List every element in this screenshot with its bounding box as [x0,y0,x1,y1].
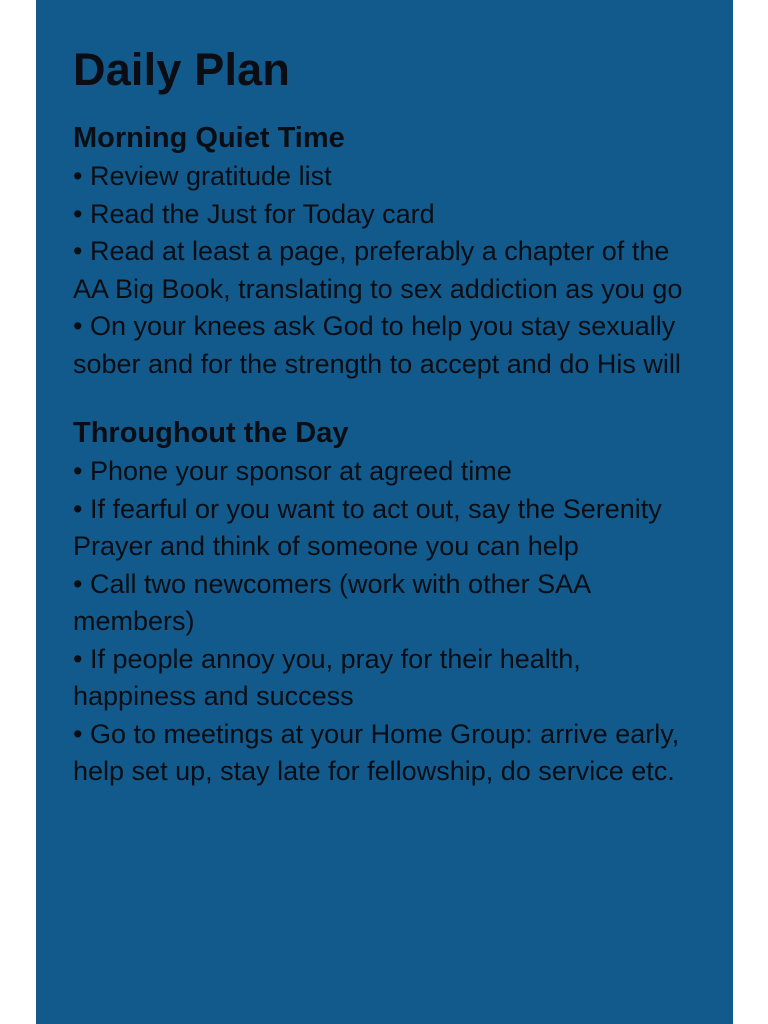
list-item-text: On your knees ask God to help you stay sexually sober and for the strength to accept and do His will [73,311,681,379]
section-morning-quiet-time [73,120,703,383]
list-item [73,641,703,716]
list-item [73,716,703,791]
bullet-icon: • [73,718,83,749]
list-item [73,491,703,566]
list-item-text: Call two newcomers (work with other SAA members) [73,568,590,636]
list-item-text: Read the Just for Today card [89,198,435,229]
bullet-icon: • [73,493,83,524]
daily-plan-card [36,0,733,1024]
list-item-text: Go to meetings at your Home Group: arrive early, help set up, stay late for fellowship, do service etc. [73,718,680,786]
section-throughout-the-day [73,415,703,791]
bullet-icon: • [73,236,83,266]
list-item-text: Read at least a page, preferably a chapter of the AA Big Book, translating to sex addiction as you go [73,236,683,304]
list-item [73,196,703,234]
bullet-icon: • [73,198,83,229]
bullet-icon: • [73,643,83,674]
list-item [73,566,703,641]
list-item-text: Phone your sponsor at agreed time [89,456,512,486]
section-heading: Morning Quiet Time [73,122,345,154]
list-item-text: If people annoy you, pray for their health, happiness and success [73,643,581,711]
list-item [73,308,703,383]
bullet-icon: • [73,311,83,341]
bullet-icon: • [73,161,83,191]
bullet-icon: • [73,456,83,486]
section-heading: Throughout the Day [73,417,349,449]
page-title: Daily Plan [73,44,291,95]
list-item-text: If fearful or you want to act out, say the Serenity Prayer and think of someone you can help [73,493,662,561]
list-item [73,158,703,196]
list-item-text: Review gratitude list [89,161,332,191]
bullet-icon: • [73,568,83,599]
list-item [73,233,703,308]
list-item [73,453,703,491]
